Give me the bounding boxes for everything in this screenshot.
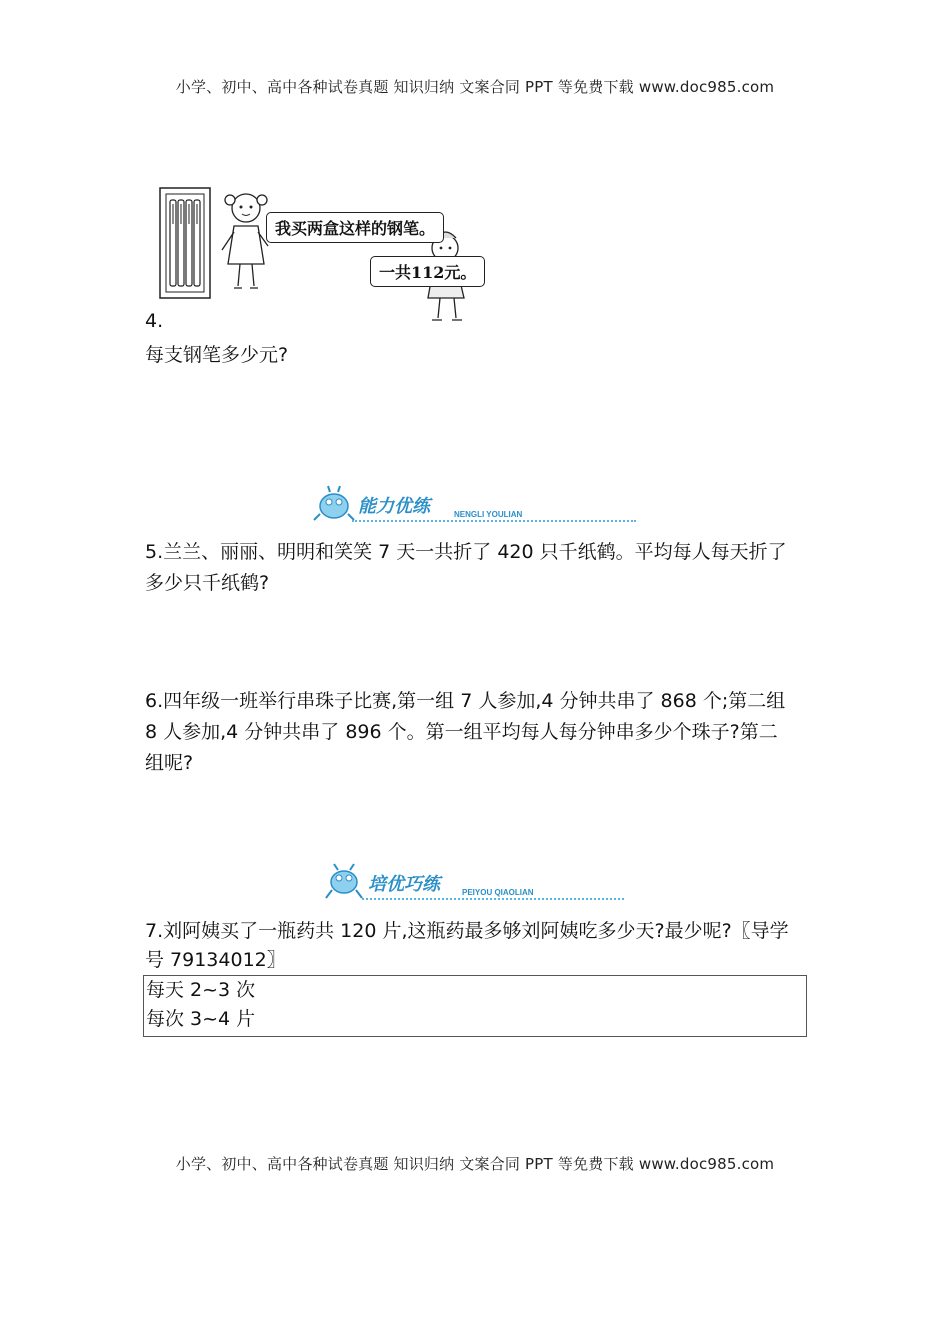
speech-bubble-woman: 一共112元。: [370, 256, 485, 287]
mascot-icon: [322, 862, 368, 902]
section-banner-peiyou: [322, 862, 626, 904]
section-banner-nengli: [312, 484, 638, 526]
question-7-line-2: 号 79134012〗: [145, 949, 286, 971]
question-5-line-2: 多少只千纸鹤?: [145, 572, 270, 594]
question-4-text: 每支钢笔多少元?: [145, 344, 289, 366]
banner-subtitle: PEIYOU QIAOLIAN: [462, 888, 534, 897]
page-header: 小学、初中、高中各种试卷真题 知识归纳 文案合同 PPT 等免费下载 www.doc985.com: [175, 78, 775, 96]
banner-subtitle: NENGLI YOULIAN: [454, 510, 523, 519]
banner-title: 能力优练: [358, 496, 430, 517]
question-6-line-3: 组呢?: [145, 752, 194, 774]
dosage-times-per-day: 每天 2~3 次: [146, 979, 256, 1001]
page-footer: 小学、初中、高中各种试卷真题 知识归纳 文案合同 PPT 等免费下载 www.doc985.com: [175, 1155, 775, 1173]
question-6-line-1: 6.四年级一班举行串珠子比赛,第一组 7 人参加,4 分钟共串了 868 个;第二组: [145, 690, 786, 712]
banner-dotted-line: [362, 898, 624, 900]
banner-title: 培优巧练: [368, 874, 440, 895]
banner-dotted-line: [352, 520, 636, 522]
question-4-number: 4.: [145, 310, 164, 332]
question-6-line-2: 8 人参加,4 分钟共串了 896 个。第一组平均每人每分钟串多少个珠子?第二: [145, 721, 778, 743]
mascot-icon: [312, 484, 358, 524]
dosage-tablets-per-time: 每次 3~4 片: [146, 1008, 256, 1030]
speech-bubble-girl: 我买两盒这样的钢笔。: [266, 212, 444, 243]
question-5-line-1: 5.兰兰、丽丽、明明和笑笑 7 天一共折了 420 只千纸鹤。平均每人每天折了: [145, 541, 787, 563]
question-7-line-1: 7.刘阿姨买了一瓶药共 120 片,这瓶药最多够刘阿姨吃多少天?最少呢?〖导学: [145, 920, 789, 942]
dosage-info-box: [143, 975, 807, 1037]
